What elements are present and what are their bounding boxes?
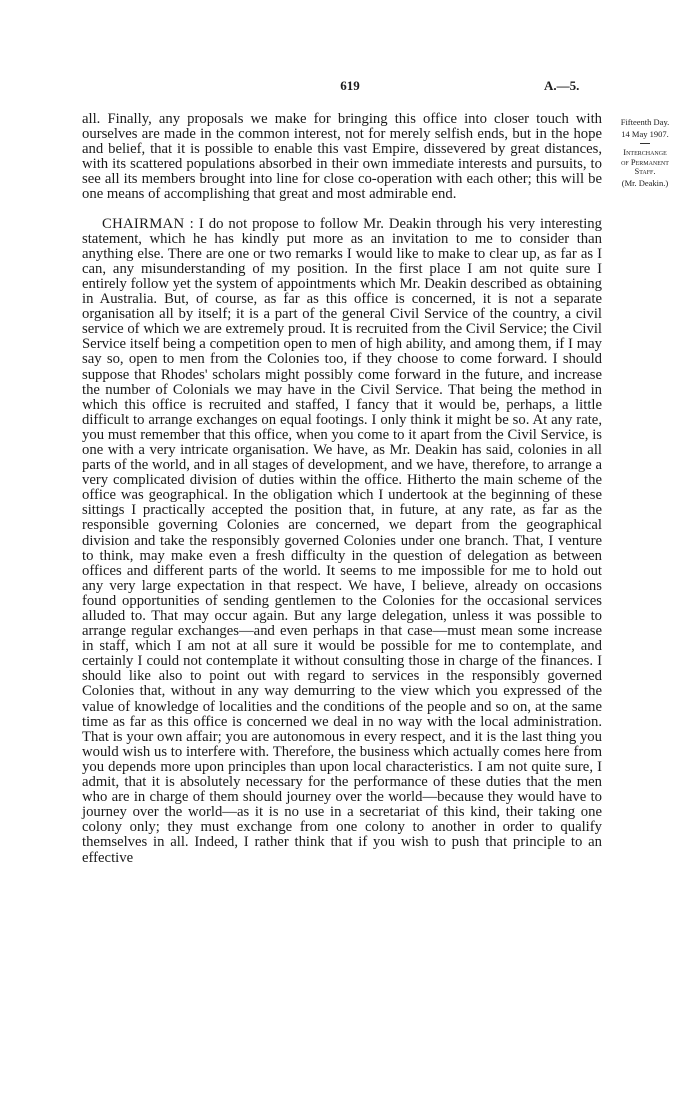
margin-note-topic-3: Staff. (634, 166, 656, 176)
speech-text: I do not propose to follow Mr. Deakin through his very interesting statement, which he has kindly put more as an invitation to me to consider than anything else. There are one or two remarks I would like to make to clear up, as far as I can, any misunderstanding of my position. In the first place I am not quite sure I entirely follow yet the system of appointments which Mr. Deakin described as obtaining in Australia. But, of course, as far as this office is concerned, it is not a separate organisation all by itself; it is a part of the general Civil Service of the country, a civil service of which we are extremely proud. It is recruited from the Civil Service; the Civil Service itself being a competition open to men of high ability, and among them, if I may say so, open to men from the Colonies too, if they choose to come forward. I should suppose that Rhodes' scholars might possibly come forward in the future, and increase the number of Colonials we may have in the Civil Service. That being the method in which this office is recruited and staffed, I fancy that it would be, perhaps, a little difficult to arrange exchanges on equal footings. I only think it might be so. At any rate, you must remember that this office, when you come to it apart from the Civil Service, is one with a very intricate organisation. We have, as Mr. Deakin has said, colonies in all parts of the world, and in all stages of development, and we have, therefore, to arrange a very complicated division of duties within the office. Hitherto the main scheme of the office was geographical. In the obligation which I undertook at the beginning of these sittings I practically accepted the position that, in future, at any rate, as far as the responsible governing Colonies are concerned, we depart from the geographical division and take the responsibly governed Colonies under one branch. That, I venture to think, may make even a fresh difficulty in the question of delegation as between offices and different parts of the world. It seems to me impossible for me to hold out any very large expectation in that respect. We have, I believe, already on occasions found opportunities of sending gentlemen to the Colonies for the occasional services alluded to. That may occur again. But any large delegation, unless it was possible to arrange regular exchanges—and even perhaps in that case—must mean some increase in staff, which I am not at all sure it would be possible for me to contemplate, and certainly I could not contemplate it without consulting those in charge of the finances. I should like also to point out with regard to services in the responsibly governed Colonies that, without in any way demurring to the view which you expressed of the value of knowledge of localities and the conditions of the people and so on, at the same time as far as this office is concerned we deal in no way with the local administration. That is your own affair; you are autonomous in every respect, and it is the last thing you would wish us to interfere with. Therefore, the business which actually comes here from you depends more upon principles than upon local characteristics. I am not quite sure, I admit, that it is absolutely necessary for the performance of these duties that the men who are in charge of them should journey over the world—because they would have to journey over the world—as it is no use in a secretariat of this kind, their taking one colony only; they must exchange from one colony to another in order to qualify themselves in all. Indeed, I rather think that if you wish to push that principle to an effective (82, 215, 602, 866)
page-number: 619 (340, 78, 360, 93)
chairman-speech (82, 217, 602, 866)
body-text (82, 112, 602, 866)
document-reference: A.—5. (544, 78, 580, 93)
margin-note-speaker: (Mr. Deakin.) (621, 177, 669, 188)
margin-note-rule (640, 143, 650, 144)
margin-note-day: Fifteenth Day. (620, 117, 670, 127)
margin-note-topic-2: of Permanent (621, 156, 669, 167)
opening-paragraph: all. Finally, any proposals we make for bringing this office into closer touch with ourselves are made in the common interest, not for merely selfish ends, but in the hope and belief, that it is possible to enable this vast Empire, dissevered by great distances, with its scattered populations absorbed in their own immediate interests and pursuits, to see all its members brought into line for close co-operation with each other; this will be one means of accomplishing that great and most admirable end. (82, 111, 602, 203)
speaker-label: CHAIRMAN : (102, 215, 194, 232)
margin-note-topic-1: Interchange (623, 147, 667, 157)
margin-note (603, 116, 687, 189)
margin-note-date: 14 May 1907. (621, 129, 669, 139)
